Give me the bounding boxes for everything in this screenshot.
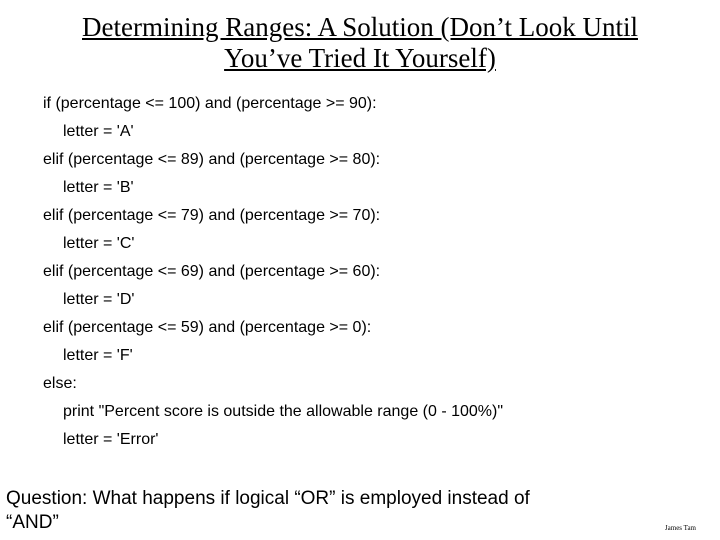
code-line-elif-f: elif (percentage <= 59) and (percentage >= 0):	[43, 319, 372, 336]
code-line-assign-f: letter = 'F'	[63, 347, 133, 364]
question-text	[6, 487, 606, 535]
slide-title-line-1: Determining Ranges: A Solution (Don’t Look Until	[82, 12, 638, 42]
code-line-assign-error: letter = 'Error'	[63, 431, 159, 448]
code-line-if-a: if (percentage <= 100) and (percentage >= 90):	[43, 95, 377, 112]
question-line-1: Question: What happens if logical “OR” is employed instead of	[6, 488, 530, 509]
question-line-2: “AND”	[6, 512, 59, 533]
code-line-print-error: print "Percent score is outside the allowable range (0 - 100%)"	[63, 403, 504, 420]
author-credit: James Tam	[664, 524, 696, 532]
code-line-assign-a: letter = 'A'	[63, 123, 134, 140]
code-line-assign-c: letter = 'C'	[63, 235, 135, 252]
code-block	[43, 90, 703, 454]
code-line-elif-b: elif (percentage <= 89) and (percentage >= 80):	[43, 151, 381, 168]
slide-title	[20, 12, 700, 74]
code-line-elif-d: elif (percentage <= 69) and (percentage >= 60):	[43, 263, 381, 280]
code-line-assign-b: letter = 'B'	[63, 179, 134, 196]
code-line-assign-d: letter = 'D'	[63, 291, 135, 308]
slide-title-line-2: You’ve Tried It Yourself)	[224, 43, 496, 73]
code-line-else: else:	[43, 375, 77, 392]
code-line-elif-c: elif (percentage <= 79) and (percentage >= 70):	[43, 207, 381, 224]
